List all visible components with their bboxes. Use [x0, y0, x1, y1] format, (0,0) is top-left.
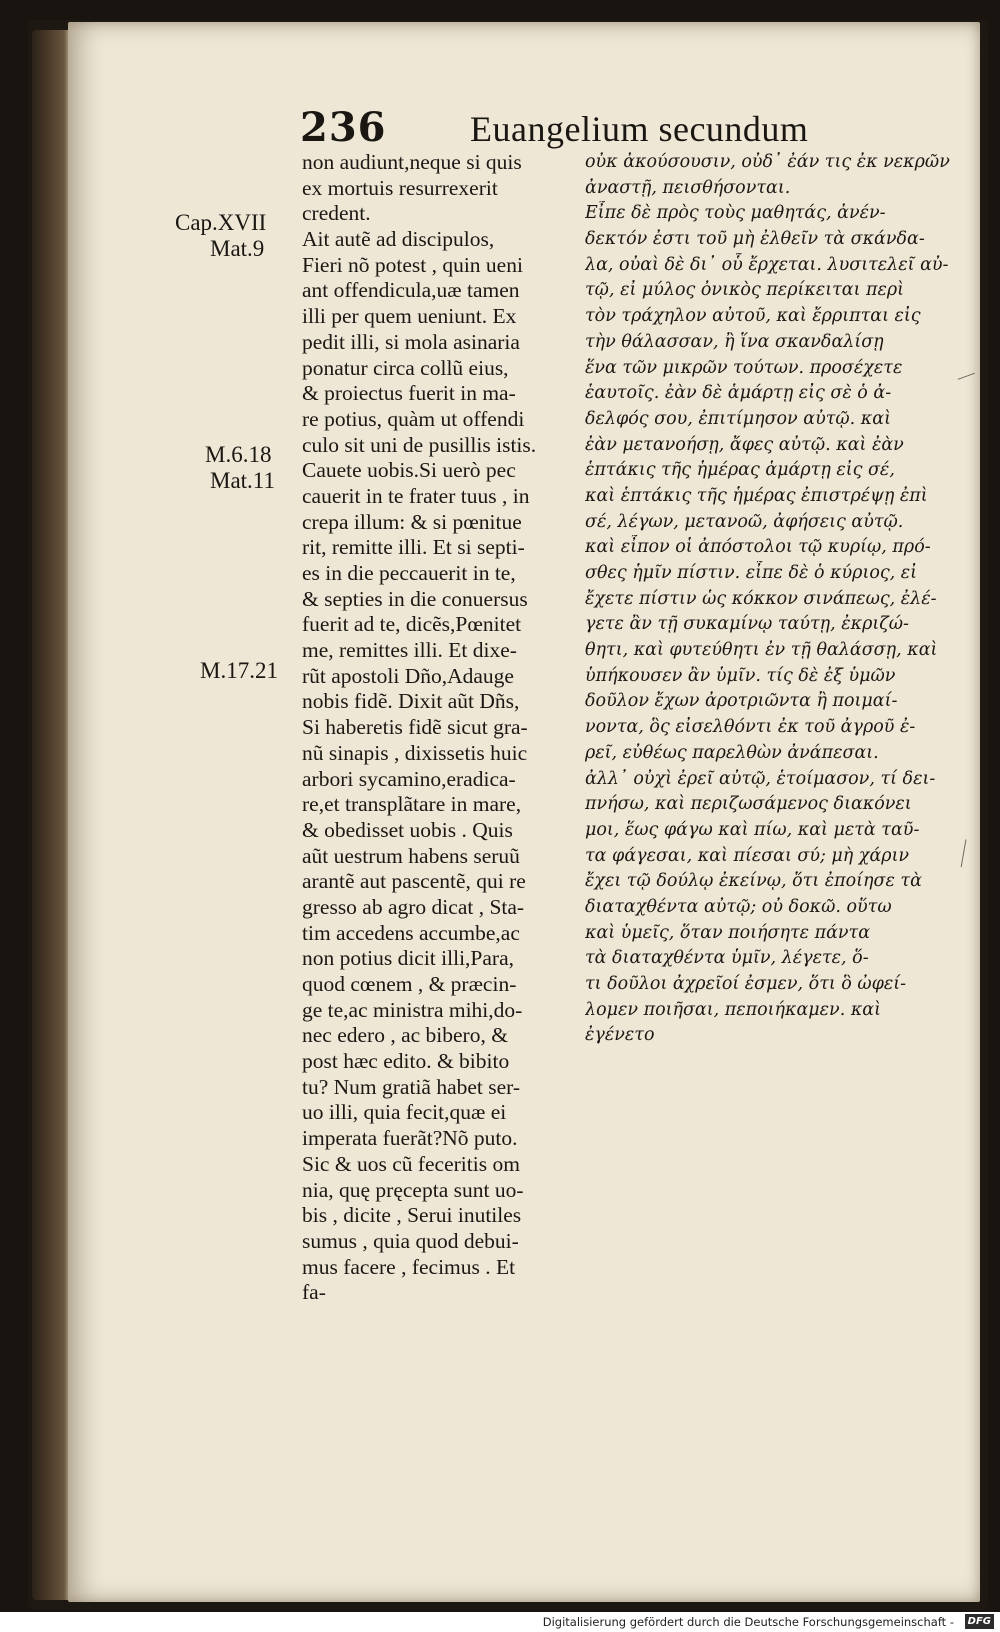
dfg-logo: DFG — [965, 1614, 994, 1629]
latin-text-line: bis , dicite , Serui inutiles — [302, 1203, 522, 1228]
latin-text-line: re,et transplãtare in mare, — [302, 792, 522, 817]
latin-text-line: ex mortuis resurrexerit — [302, 175, 498, 200]
greek-text-line: ὑπήκουσεν ἂν ὑμῖν. τίς δὲ ἐξ ὑμῶν — [585, 665, 896, 686]
greek-text-line: καὶ ἑπτάκις τῆς ἡμέρας ἐπιστρέψῃ ἐπὶ — [585, 485, 928, 506]
margin-note-mat11: Mat.11 — [210, 468, 275, 493]
latin-text-line: non potius dicit illi,Para, — [302, 946, 514, 971]
latin-text-line: re potius, quàm ut offendi — [302, 406, 525, 431]
page-number: 236 — [300, 104, 387, 151]
latin-text-line: & obedisset uobis . Quis — [302, 817, 513, 842]
greek-text-line: τῷ, εἰ μύλος ὀνικὸς περίκειται περὶ — [585, 280, 905, 301]
latin-text-line: sumus , quia quod debui- — [302, 1228, 519, 1253]
greek-text-line: γετε ἂν τῇ συκαμίνῳ ταύτῃ, ἐκριζώ- — [585, 614, 909, 635]
latin-text-line: tu? Num gratiã habet ser- — [302, 1074, 521, 1099]
greek-text-line: διαταχθέντα αὐτῷ; οὐ δοκῶ. οὕτω — [585, 896, 892, 917]
latin-text-line: mus facere , fecimus . Et — [302, 1254, 516, 1279]
latin-text-line: credent. — [302, 201, 371, 226]
greek-text-line: μοι, ἕως φάγω καὶ πίω, καὶ μετὰ ταῦ- — [585, 819, 920, 840]
greek-text-line: δοῦλον ἔχων ἀροτριῶντα ἢ ποιμαί- — [585, 691, 898, 712]
greek-text-line: ἀλλ᾽ οὐχὶ ἐρεῖ αὐτῷ, ἑτοίμασον, τί δει- — [585, 768, 936, 789]
greek-text-line: πνήσω, καὶ περιζωσάμενος διακόνει — [585, 794, 912, 815]
latin-text-line: arbori sycamino,eradica- — [302, 766, 516, 791]
latin-text-line: tim accedens accumbe,ac — [302, 920, 520, 945]
greek-text-line: οὐκ ἀκούσουσιν, οὐδ᾽ ἐάν τις ἐκ νεκρῶν — [585, 152, 950, 172]
greek-text-line: τι δοῦλοι ἀχρεῖοί ἐσμεν, ὅτι ὃ ὠφεί- — [585, 974, 907, 994]
footer-bar — [0, 1612, 1000, 1632]
greek-text-line: ἔχετε πίστιν ὡς κόκκον σινάπεως, ἐλέ- — [585, 588, 937, 609]
margin-note-m618: M.6.18 — [205, 442, 272, 467]
latin-text-line: me, remittes illi. Et dixe- — [302, 638, 517, 663]
latin-text-line: & proiectus fuerit in ma- — [302, 381, 516, 406]
greek-text-line: νοντα, ὃς εἰσελθόντι ἐκ τοῦ ἀγροῦ ἐ- — [585, 717, 916, 738]
latin-text-line: ponatur circa collũ eius, — [302, 355, 509, 380]
latin-text-line: ant offendicula,uæ tamen — [302, 278, 520, 303]
latin-text-line: cauerit in te frater tuus , in — [302, 483, 530, 508]
latin-text-line: culo sit uni de pusillis istis. — [302, 432, 537, 457]
greek-text-column — [585, 150, 960, 1049]
latin-text-line: non audiunt,neque si quis — [302, 150, 522, 174]
latin-text-column — [302, 150, 564, 1306]
greek-text-line: λα, οὐαὶ δὲ δι᾽ οὗ ἔρχεται. λυσιτελεῖ αὐ- — [585, 254, 949, 275]
latin-text-line: arantẽ aut pascentẽ, qui re — [302, 869, 526, 894]
latin-text-line: pedit illi, si mola asinaria — [302, 329, 520, 354]
latin-text-line: fa- — [302, 1280, 326, 1305]
greek-text-line: ἕνα τῶν μικρῶν τούτων. προσέχετε — [585, 357, 903, 378]
greek-text-line: Εἶπε δὲ πρὸς τοὺς μαθητάς, ἀνέν- — [585, 203, 886, 224]
greek-text-line: ἀναστῇ, πεισθήσονται. — [585, 177, 791, 198]
latin-text-line: nia, quę pręcepta sunt uo- — [302, 1177, 524, 1202]
greek-text-line: ἐγένετο — [585, 1025, 655, 1046]
latin-text-line: Si haberetis fidẽ sicut gra- — [302, 715, 528, 740]
latin-text-line: rũt apostoli Dño,Adauge — [302, 663, 514, 688]
page-header — [0, 104, 1000, 154]
latin-text-line: quod cœnem , & præcin- — [302, 972, 517, 996]
greek-text-line: ἑαυτοῖς. ἐὰν δὲ ἁμάρτῃ εἰς σὲ ὁ ἀ- — [585, 383, 892, 404]
greek-text-line: καὶ εἶπον οἱ ἀπόστολοι τῷ κυρίῳ, πρό- — [585, 537, 931, 558]
greek-text-line: τὰ διαταχθέντα ὑμῖν, λέγετε, ὅ- — [585, 948, 869, 969]
running-title: Euangelium secundum — [470, 109, 809, 149]
latin-text-line: ge te,ac ministra mihi,do- — [302, 997, 523, 1022]
latin-text-line: Fieri nõ potest , quin ueni — [302, 252, 523, 277]
latin-text-line: es in die peccauerit in te, — [302, 561, 516, 585]
latin-text-line: Sic & uos cũ feceritis om — [302, 1151, 520, 1176]
latin-text-line: & septies in die conuersus — [302, 586, 528, 611]
greek-text-line: τὸν τράχηλον αὐτοῦ, καὶ ἔρριπται εἰς — [585, 306, 921, 327]
latin-text-line: rit, remitte illi. Et si septi- — [302, 535, 525, 560]
margin-note-m1721: M.17.21 — [200, 658, 278, 683]
latin-text-line: illi per quem ueniunt. Ex — [302, 304, 517, 329]
latin-text-line: nobis fidẽ. Dixit aũt Dñs, — [302, 689, 520, 714]
greek-text-line: ἔχει τῷ δούλῳ ἐκείνῳ, ὅτι ἐποίησε τὰ — [585, 871, 922, 892]
latin-text-line: nũ sinapis , dixissetis huic — [302, 740, 528, 765]
latin-text-line: Ait autẽ ad discipulos, — [302, 227, 495, 252]
latin-text-line: post hæc edito. & bibito — [302, 1049, 510, 1074]
latin-text-line: fuerit ad te, dicẽs,Pœnitet — [302, 612, 522, 637]
greek-text-line: σέ, λέγων, μετανοῶ, ἀφήσεις αὐτῷ. — [585, 511, 904, 532]
greek-text-line: καὶ ὑμεῖς, ὅταν ποιήσητε πάντα — [585, 922, 871, 943]
greek-text-line: δεκτόν ἐστι τοῦ μὴ ἐλθεῖν τὰ σκάνδα- — [585, 229, 925, 250]
greek-text-line: ρεῖ, εὐθέως παρελθὼν ἀνάπεσαι. — [585, 742, 879, 763]
margin-note-chapter: Cap.XVII — [175, 210, 267, 235]
latin-text-line: gresso ab agro dicat , Sta- — [302, 894, 525, 919]
greek-text-line: σθες ἡμῖν πίστιν. εἶπε δὲ ὁ κύριος, εἰ — [585, 563, 918, 583]
latin-text-line: Cauete uobis.Si uerò pec — [302, 458, 516, 483]
latin-text-line: imperata fuerãt?Nõ puto. — [302, 1126, 518, 1151]
greek-text-line: λομεν ποιῆσαι, πεποιήκαμεν. καὶ — [585, 999, 881, 1020]
greek-text-line: ἑπτάκις τῆς ἡμέρας ἁμάρτῃ εἰς σέ, — [585, 460, 895, 481]
page-stack-edge — [32, 30, 72, 1600]
greek-text-line: τὴν θάλασσαν, ἢ ἵνα σκανδαλίσῃ — [585, 331, 884, 352]
latin-text-line: crepa illum: & si pœnitue — [302, 509, 522, 534]
greek-text-line: τα φάγεσαι, καὶ πίεσαι σύ; μὴ χάριν — [585, 845, 910, 866]
latin-text-line: nec edero , ac bibero, & — [302, 1023, 508, 1048]
latin-text-line: aũt uestrum habens seruũ — [302, 843, 520, 868]
digitization-credit: Digitalisierung gefördert durch die Deutsche Forschungsgemeinschaft - — [542, 1615, 954, 1629]
greek-text-line: δελφός σου, ἐπιτίμησον αὐτῷ. καὶ — [585, 408, 891, 429]
latin-text-line: uo illi, quia fecit,quæ ei — [302, 1100, 507, 1125]
margin-note-mat9: Mat.9 — [210, 236, 265, 261]
greek-text-line: θητι, καὶ φυτεύθητι ἐν τῇ θαλάσσῃ, καὶ — [585, 640, 938, 661]
greek-text-line: ἐὰν μετανοήσῃ, ἄφες αὐτῷ. καὶ ἐὰν — [585, 434, 904, 455]
